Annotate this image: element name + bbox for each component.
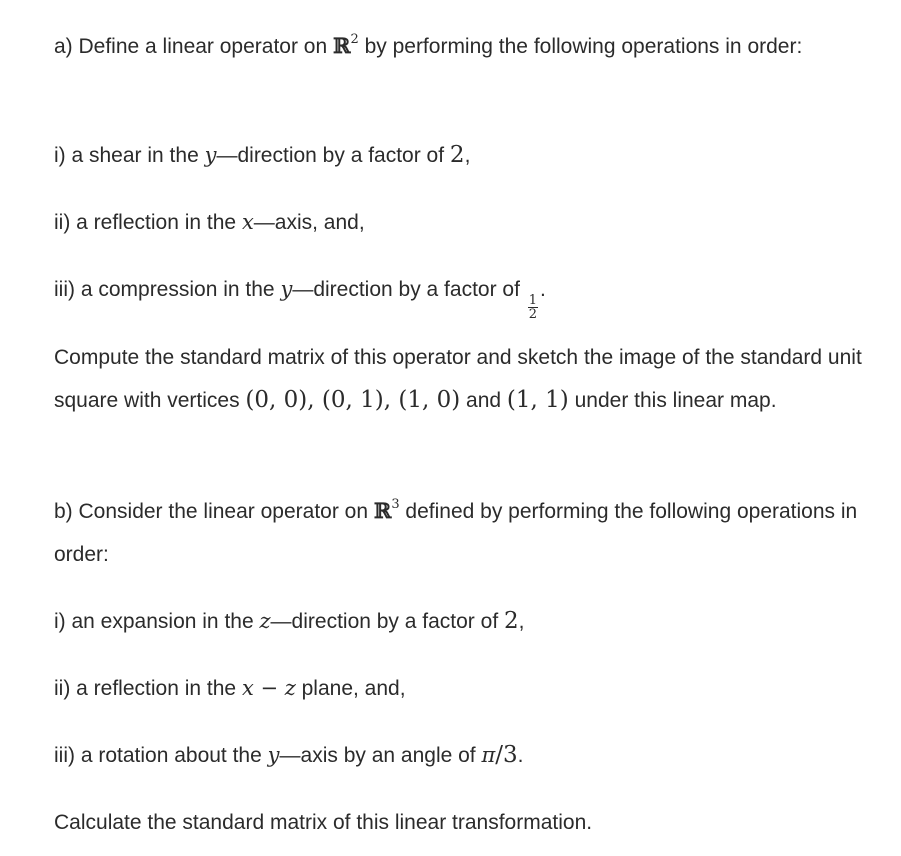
- part-a-op-1: [54, 134, 874, 177]
- text: .: [517, 744, 524, 767]
- part-b-op-1: [54, 600, 874, 643]
- text: .: [540, 278, 546, 301]
- text: —direction by a factor of: [270, 610, 504, 633]
- math-number: 2: [504, 608, 519, 634]
- math-vertex: (0, 0): [245, 387, 308, 413]
- math-sep: ,: [383, 387, 399, 413]
- text: Compute the standard matrix of this operator and sketch the image of the standard unit square with vertices: [54, 346, 862, 412]
- math-pi: π: [481, 743, 496, 767]
- math-var: y: [267, 743, 280, 767]
- text: ,: [464, 144, 471, 167]
- text: defined by performing the following operations in order:: [54, 500, 858, 566]
- part-a-op-3: [54, 268, 874, 321]
- math-sep: ,: [307, 387, 322, 413]
- text: —direction by a factor of: [216, 144, 450, 167]
- math-vertex: (1, 1): [506, 387, 569, 413]
- part-b-op-2: [54, 667, 874, 710]
- math-space: ℝ: [333, 33, 351, 58]
- text: —direction by a factor of: [292, 278, 526, 301]
- part-b-task: [54, 801, 874, 844]
- text: iii) a rotation about the: [54, 744, 268, 767]
- part-b-op-3: [54, 734, 874, 777]
- math-exponent: 3: [391, 497, 400, 512]
- text: plane, and,: [295, 677, 406, 700]
- text: b) Consider the linear operator on: [54, 500, 374, 523]
- math-vertex: (1, 0): [398, 387, 461, 413]
- text: —axis, and,: [253, 211, 365, 234]
- math-var: x: [241, 210, 254, 234]
- text: ii) a reflection in the: [54, 211, 242, 234]
- text: —axis by an angle of: [279, 744, 482, 767]
- text: i) an expansion in the: [54, 610, 260, 633]
- text: a) Define a linear operator on: [54, 35, 333, 58]
- math-exponent: 2: [350, 32, 359, 47]
- text: and: [460, 389, 507, 412]
- text: under this linear map.: [568, 389, 777, 412]
- text: Calculate the standard matrix of this linear transformation.: [54, 811, 593, 834]
- math-fraction: [528, 294, 538, 321]
- math-var: y: [204, 143, 217, 167]
- math-number: 2: [449, 142, 465, 168]
- fraction-denominator: 2: [528, 307, 538, 322]
- math-var: z: [259, 609, 271, 633]
- math-space: ℝ: [373, 498, 392, 523]
- text: by performing the following operations in order:: [358, 35, 803, 58]
- part-a-intro: [54, 24, 874, 68]
- math-var: y: [280, 277, 293, 301]
- part-a-op-2: [54, 201, 874, 244]
- math-number: /3: [495, 742, 518, 768]
- text: i) a shear in the: [54, 144, 205, 167]
- part-b-intro: [54, 489, 874, 576]
- part-a-task: [54, 336, 874, 422]
- text: ,: [518, 610, 525, 633]
- text: ii) a reflection in the: [54, 677, 242, 700]
- fraction-numerator: 1: [528, 293, 538, 308]
- math-plane: x − z: [241, 676, 296, 700]
- text: iii) a compression in the: [54, 278, 281, 301]
- math-vertex: (0, 1): [321, 387, 384, 413]
